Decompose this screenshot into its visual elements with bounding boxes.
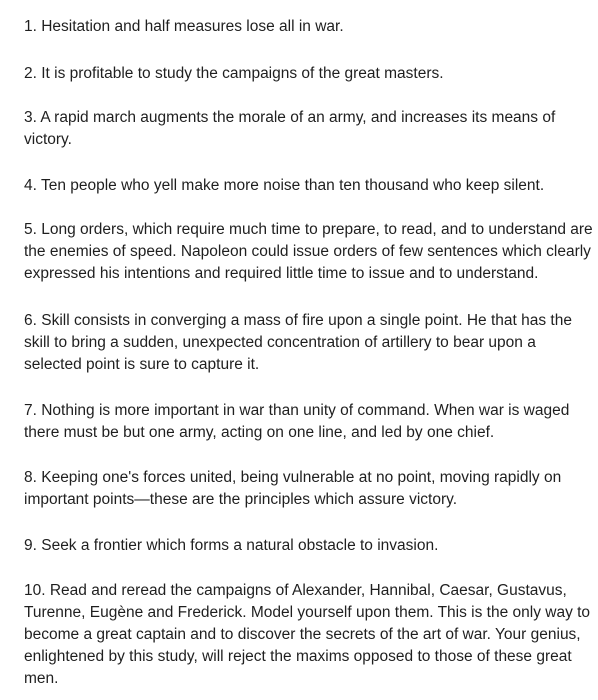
- maxim-8-line-2: important points—these are the principles which assure victory.: [24, 491, 458, 508]
- maxim-4-line-1: 4. Ten people who yell make more noise than ten thousand who keep silent.: [24, 177, 545, 194]
- maxim-3: [24, 107, 592, 151]
- maxim-1-line-1: 1. Hesitation and half measures lose all in war.: [24, 18, 344, 35]
- maxim-6-line-1: 6. Skill consists in converging a mass of fire upon a single point. He that has the: [24, 312, 572, 329]
- maxim-10-line-3: become a great captain and to discover the secrets of the art of war. Your genius,: [24, 626, 581, 643]
- maxim-8: [24, 467, 592, 511]
- maxim-10-line-2: Turenne, Eugène and Frederick. Model yourself upon them. This is the only way to: [24, 604, 591, 621]
- maxim-5-line-3: expressed his intentions and required little time to issue and to understand.: [24, 265, 539, 282]
- maxim-5: [24, 219, 592, 285]
- maxim-10-line-1: 10. Read and reread the campaigns of Alexander, Hannibal, Caesar, Gustavus,: [24, 582, 567, 599]
- maxim-10-line-4: enlightened by this study, will reject the maxims opposed to those of these great: [24, 648, 572, 665]
- maxim-7-line-2: there must be but one army, acting on one line, and led by one chief.: [24, 424, 495, 441]
- maxim-2-line-1: 2. It is profitable to study the campaigns of the great masters.: [24, 65, 444, 82]
- maxim-9: [24, 535, 592, 557]
- maxim-6-line-3: selected point is sure to capture it.: [24, 356, 260, 373]
- maxim-6: [24, 310, 592, 376]
- maxim-10-line-5: men.: [24, 670, 59, 687]
- maxim-10: [24, 580, 592, 690]
- maxim-7: [24, 400, 592, 444]
- maxim-1: [24, 16, 592, 38]
- maxim-5-line-1: 5. Long orders, which require much time to prepare, to read, and to understand are: [24, 221, 593, 238]
- maxim-3-line-1: 3. A rapid march augments the morale of an army, and increases its means of: [24, 109, 556, 126]
- maxim-5-line-2: the enemies of speed. Napoleon could issue orders of few sentences which clearly: [24, 243, 591, 260]
- maxim-8-line-1: 8. Keeping one's forces united, being vulnerable at no point, moving rapidly on: [24, 469, 562, 486]
- maxim-6-line-2: skill to bring a sudden, unexpected concentration of artillery to bear upon a: [24, 334, 536, 351]
- maxim-3-line-2: victory.: [24, 131, 72, 148]
- maxim-9-line-1: 9. Seek a frontier which forms a natural obstacle to invasion.: [24, 537, 439, 554]
- maxim-2: [24, 63, 592, 85]
- maxim-4: [24, 175, 592, 197]
- maxim-7-line-1: 7. Nothing is more important in war than unity of command. When war is waged: [24, 402, 570, 419]
